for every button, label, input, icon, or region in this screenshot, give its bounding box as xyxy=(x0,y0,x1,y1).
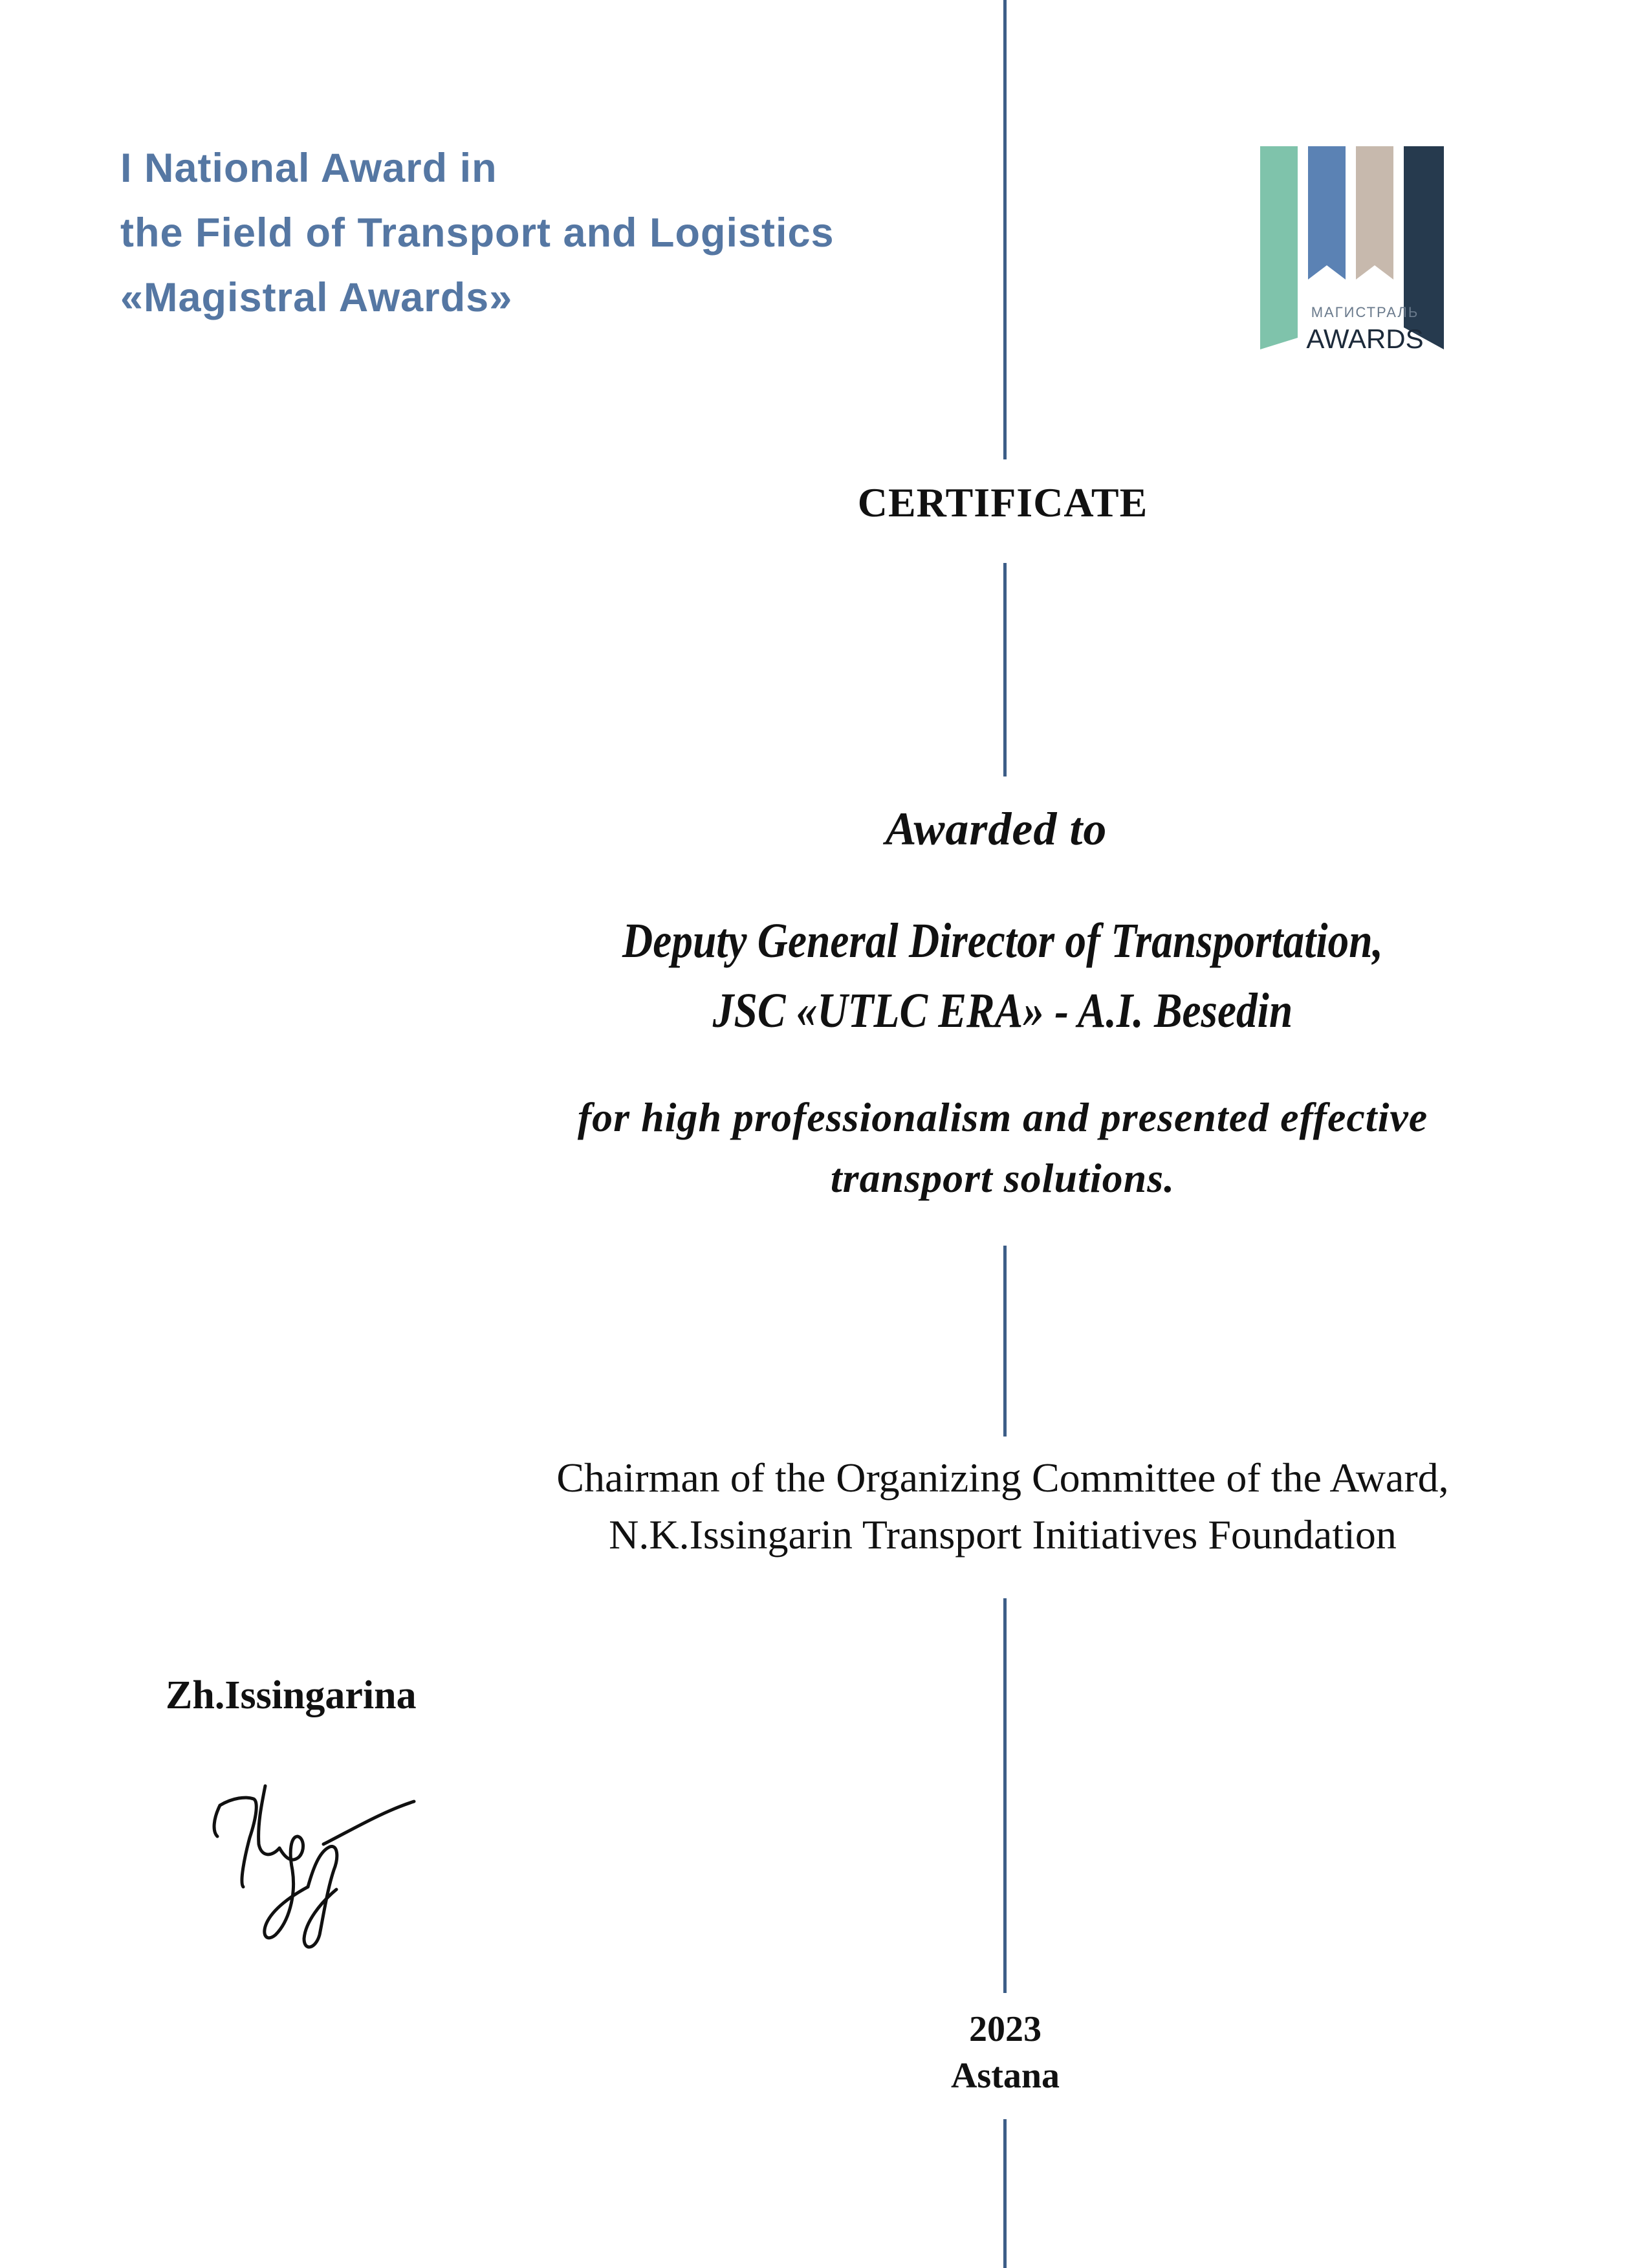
divider-segment xyxy=(1003,563,1007,776)
reason-line-1: for high professionalism and presented effective xyxy=(577,1094,1428,1140)
signatory-position xyxy=(414,1449,1591,1563)
divider-segment xyxy=(1003,0,1007,459)
logo-label-ru: МАГИСТРАЛЬ xyxy=(1311,304,1419,320)
divider-segment xyxy=(1003,1246,1007,1437)
recipient-line-2: JSC «UTLC ERA» - A.I. Besedin xyxy=(712,984,1293,1038)
signatory-position-line-2: N.K.Issingarin Transport Initiatives Foundation xyxy=(609,1512,1397,1558)
signatory-position-line-1: Chairman of the Organizing Committee of the Award, xyxy=(556,1455,1449,1501)
award-title-line-2: the Field of Transport and Logistics xyxy=(120,210,834,256)
logo-label-en: AWARDS xyxy=(1306,324,1424,354)
year: 2023 xyxy=(969,2009,1042,2049)
award-title xyxy=(120,136,834,330)
magistral-awards-logo xyxy=(1255,144,1457,364)
certificate-title: CERTIFICATE xyxy=(857,479,1148,525)
award-reason xyxy=(388,1087,1617,1209)
city: Astana xyxy=(950,2056,1060,2096)
awarded-to-label: Awarded to xyxy=(885,803,1107,855)
recipient-line-1: Deputy General Director of Transportation, xyxy=(622,914,1383,968)
signatory-name: Zh.Issingarina xyxy=(166,1673,417,1717)
divider-segment xyxy=(1003,1598,1007,1993)
reason-line-2: transport solutions. xyxy=(830,1155,1175,1201)
handwritten-signature xyxy=(194,1760,440,1967)
recipient xyxy=(474,906,1531,1046)
divider-segment xyxy=(1003,2119,1007,2268)
award-title-line-1: I National Award in xyxy=(120,146,497,191)
date-place xyxy=(876,2006,1135,2099)
award-title-line-3: «Magistral Awards» xyxy=(120,275,513,320)
